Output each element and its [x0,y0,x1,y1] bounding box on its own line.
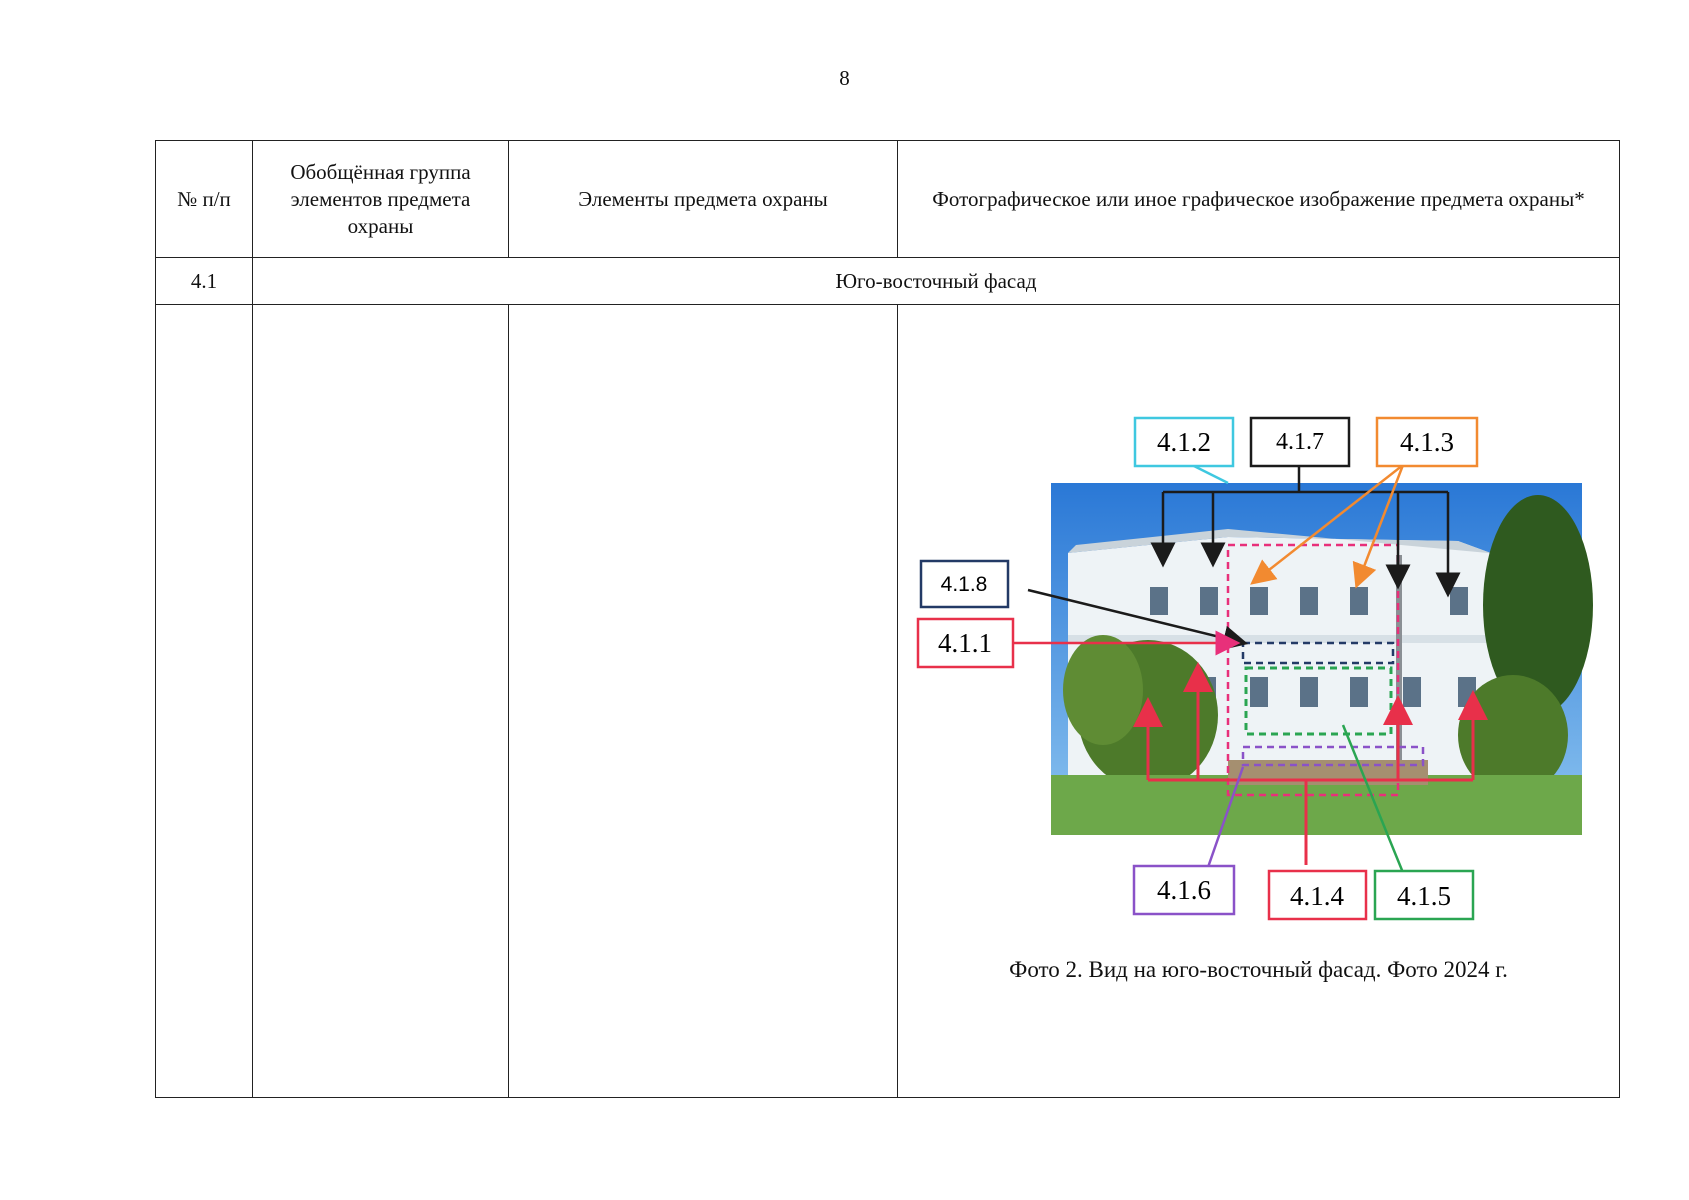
section-number: 4.1 [156,258,253,305]
svg-text:4.1.3: 4.1.3 [1400,427,1454,457]
photo-caption: Фото 2. Вид на юго-восточный фасад. Фото 2024 г. [1009,957,1508,982]
header-group: Обобщённая группа элементов предмета охраны [253,141,509,258]
content-row [156,305,1620,1098]
callout-415 [1375,871,1473,919]
callout-413 [1377,418,1477,466]
photo-cell [898,305,1620,1098]
callout-418 [921,561,1008,607]
svg-text:4.1.4: 4.1.4 [1290,881,1344,911]
svg-text:4.1.7: 4.1.7 [1276,429,1324,455]
cell-group-empty [253,305,509,1098]
page-number: 8 [839,66,850,90]
facade-photo [1051,483,1593,835]
cell-num-empty [156,305,253,1098]
section-title: Юго-восточный фасад [253,258,1620,305]
header-image: Фотографическое или иное графическое изображение предмета охраны* [898,141,1620,258]
callout-411 [918,619,1013,667]
section-row [156,258,1620,305]
callout-416 [1134,866,1234,914]
callout-412 [1135,418,1233,466]
svg-text:4.1.6: 4.1.6 [1157,875,1211,905]
svg-text:4.1.1: 4.1.1 [938,628,992,658]
callout-417 [1251,418,1349,466]
svg-text:4.1.8: 4.1.8 [940,573,988,596]
cell-elements-empty [509,305,898,1098]
heritage-table [155,140,1620,1098]
header-elements: Элементы предмета охраны [509,141,898,258]
header-row [156,141,1620,258]
svg-text:4.1.5: 4.1.5 [1397,881,1451,911]
svg-text:4.1.2: 4.1.2 [1157,427,1211,457]
header-num: № п/п [156,141,253,258]
callout-414 [1269,871,1366,919]
